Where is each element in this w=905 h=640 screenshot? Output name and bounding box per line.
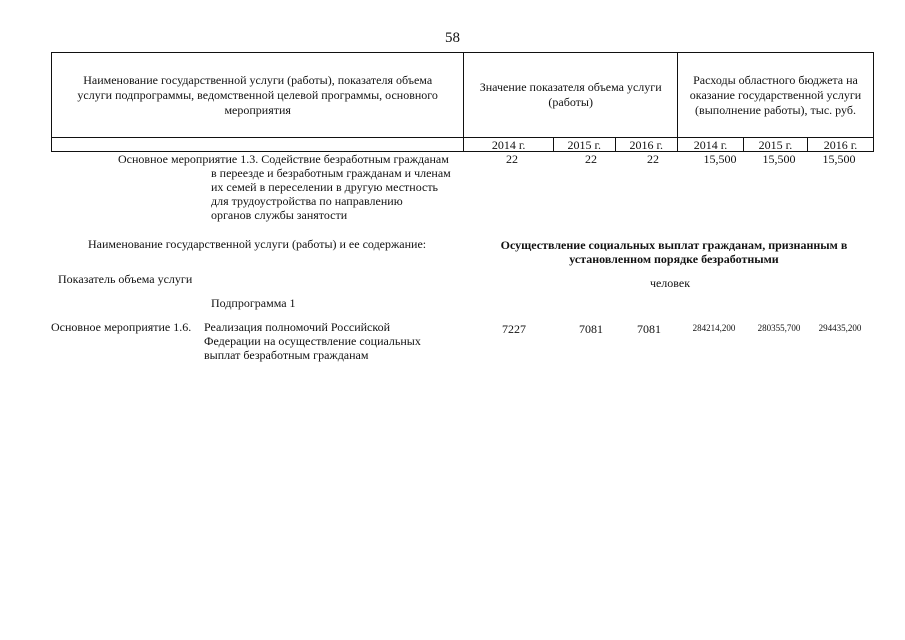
row2-budget-2015: 280355,700 <box>757 323 801 333</box>
header-name-cell: Наименование государственной услуги (работы), показателя объема услуги подпрограммы, ведомственной целевой программы, основного мероприятия <box>52 53 464 138</box>
service-value-line-1: Осуществление социальных выплат гражданам, признанным в <box>500 238 848 252</box>
header-name-year-spacer <box>52 138 464 152</box>
row1-budget-2014: 15,500 <box>703 152 737 166</box>
row1-title-line-4: для трудоустройства по направлению <box>211 194 403 208</box>
row1-value-2015: 22 <box>585 152 597 166</box>
row2-title-line-2: Федерации на осуществление социальных <box>204 334 421 348</box>
row1-title-line-3: их семей в переселении в другую местность <box>211 180 439 194</box>
row2-budget-2014: 284214,200 <box>692 323 736 333</box>
indicator-unit: человек <box>649 276 691 290</box>
service-value-line-2: установленном порядке безработными <box>569 252 779 266</box>
row1-budget-2015: 15,500 <box>762 152 796 166</box>
row1-title-line-1: Основное мероприятие 1.3. Содействие безработным гражданам <box>118 152 449 166</box>
year-budget-2015: 2015 г. <box>743 138 807 152</box>
row1-budget-2016: 15,500 <box>822 152 856 166</box>
year-value-2015: 2015 г. <box>553 138 615 152</box>
row2-prefix: Основное мероприятие 1.6. <box>51 320 192 334</box>
row2-title-line-1: Реализация полномочий Российской <box>204 320 391 334</box>
row1-value-2016: 22 <box>647 152 659 166</box>
year-value-2014: 2014 г. <box>464 138 554 152</box>
year-value-2016: 2016 г. <box>615 138 678 152</box>
row2-value-2015: 7081 <box>579 322 603 336</box>
row2-value-2014: 7227 <box>502 322 526 336</box>
row1-title-line-5: органов службы занятости <box>211 208 348 222</box>
service-label: Наименование государственной услуги (работы) и ее содержание: <box>88 237 427 251</box>
row1-value-2014: 22 <box>506 152 518 166</box>
row2-title-line-3: выплат безработным гражданам <box>204 348 369 362</box>
subprogram-label: Подпрограмма 1 <box>211 296 296 310</box>
year-budget-2014: 2014 г. <box>678 138 744 152</box>
row1-title-line-2: в переезде и безработным гражданам и членам <box>211 166 451 180</box>
page-number: 58 <box>445 30 460 46</box>
header-table <box>51 52 874 152</box>
year-budget-2016: 2016 г. <box>807 138 873 152</box>
row2-value-2016: 7081 <box>637 322 661 336</box>
header-value-cell: Значение показателя объема услуги (работы) <box>464 53 678 138</box>
header-budget-cell: Расходы областного бюджета на оказание государственной услуги (выполнение работы), тыс. руб. <box>678 53 874 138</box>
row2-budget-2016: 294435,200 <box>818 323 862 333</box>
indicator-label: Показатель объема услуги <box>58 272 193 286</box>
